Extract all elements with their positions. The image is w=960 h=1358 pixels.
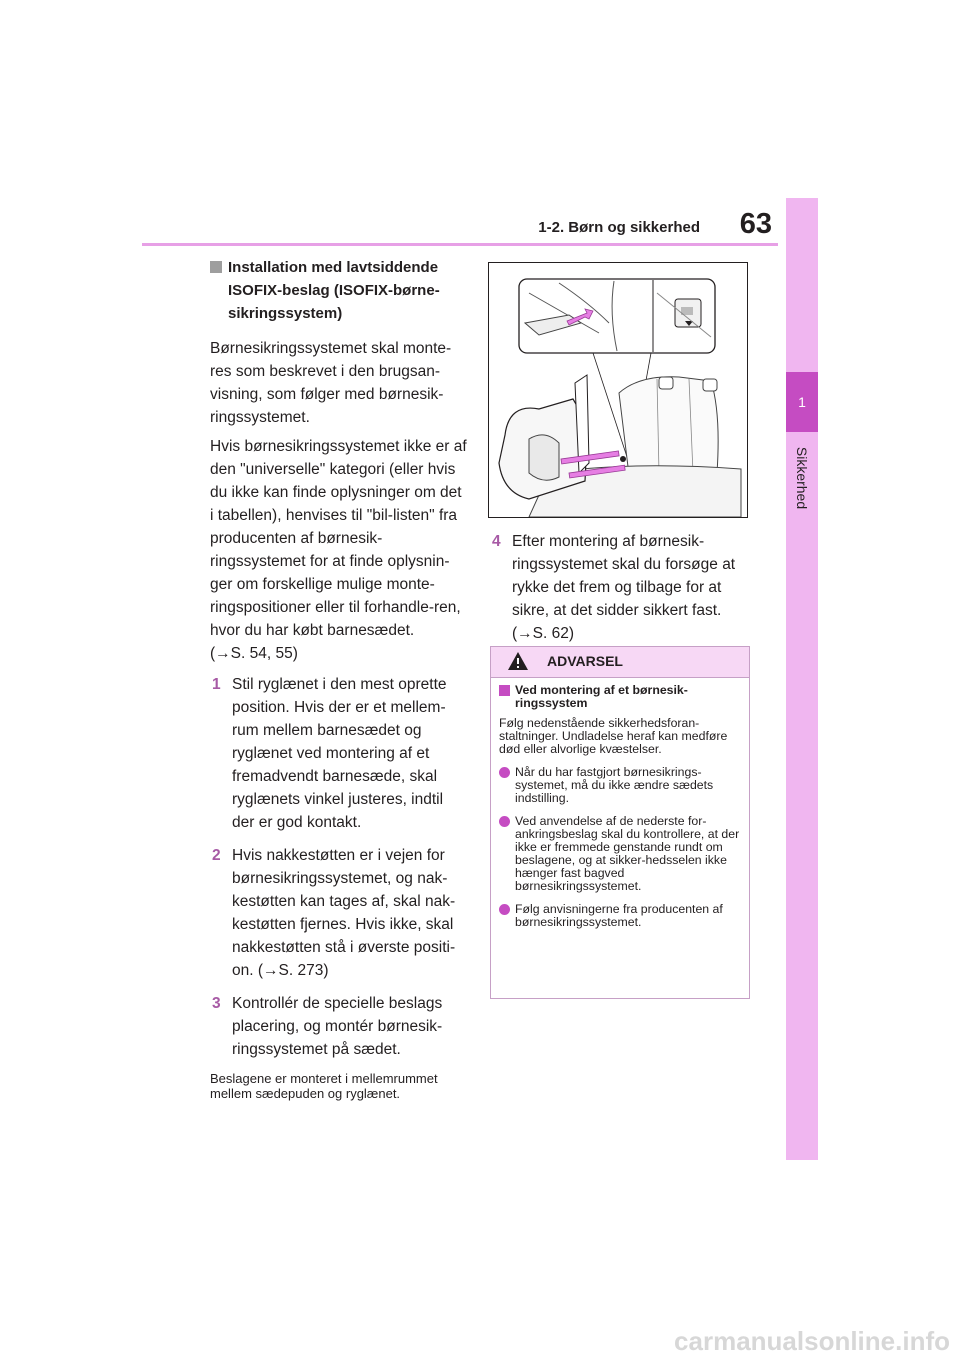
- step-2: [210, 844, 468, 982]
- warning-body: [491, 678, 749, 929]
- chapter-number-box: 1: [786, 372, 818, 432]
- step-3: [210, 992, 468, 1061]
- left-column: [210, 256, 468, 1101]
- warning-bullet: [499, 766, 741, 805]
- step-number: 2: [212, 847, 221, 864]
- warning-header: [491, 647, 749, 678]
- warning-subheading-text: Ved montering af et børnesik-ringssystem: [515, 683, 688, 710]
- step-text: Kontrollér de specielle beslags placering, og montér børnesik-ringssystemet på sædet.: [232, 995, 443, 1058]
- warning-title: ADVARSEL: [547, 653, 623, 669]
- step-number: 3: [212, 995, 221, 1012]
- round-bullet-icon: [499, 904, 510, 915]
- page-number: 63: [739, 208, 772, 240]
- step-text: Efter montering af børnesik-ringssystemet skal du forsøge at rykke det frem og tilbage for at sikre, at det sidder sikkert fast. (→S. 62): [512, 533, 736, 642]
- chapter-name-label: Sikkerhed: [794, 446, 810, 510]
- car-seat-drawing: [489, 263, 747, 517]
- step-text: Hvis nakkestøtten er i vejen for børnesikringssystemet, og nak-kestøtten kan tages af, skal nak-kestøtten fjernes. Hvis ikke, skal nakkestøtten stå i øverste positi-on. (→S. 273): [232, 847, 456, 979]
- warning-bullet-text: Følg anvisningerne fra producenten af børnesikringssystemet.: [515, 902, 723, 929]
- isofix-illustration: [488, 262, 748, 518]
- step-4-item: [490, 530, 752, 645]
- warning-bullet-text: Ved anvendelse af de nederste for-ankringsbeslag skal du kontrollere, at der ikke er fremmede genstande rundt om beslagene, og at sikker-hedsselen ikke hænger fast bagved børnesikringssystemet.: [515, 814, 740, 893]
- step-number: 4: [492, 533, 501, 550]
- warning-box: [490, 646, 750, 999]
- round-bullet-icon: [499, 767, 510, 778]
- note-text: Beslagene er monteret i mellemrummet mellem sædepuden og ryglænet.: [210, 1071, 438, 1101]
- warning-subheading: [499, 684, 741, 710]
- square-bullet-icon: [499, 685, 510, 696]
- step-4: [490, 530, 752, 645]
- square-bullet-icon: [210, 261, 222, 273]
- chapter-side-tab: [786, 198, 818, 1160]
- warning-intro: Følg nedenstående sikkerhedsforan-staltninger. Undladelse heraf kan medføre død eller alvorlige kvæstelser.: [499, 716, 728, 756]
- warning-triangle-icon: [507, 651, 529, 671]
- body-paragraph: Hvis børnesikringssystemet ikke er af den "universelle" kategori (eller hvis du ikke kan finde oplysninger om det i tabellen), henvises til "bil-listen" fra producenten af børnesik-ringssystemet for at finde oplysnin-ger om forskellige mulige monte-ringspositioner eller til forhandle-ren, hvor du har købt barnesædet.: [210, 438, 467, 639]
- intro-paragraph: Børnesikringssystemet skal monte-res som beskrevet i den brugsan-visning, som følger med børnesik-ringssystemet.: [210, 340, 452, 426]
- warning-bullet: [499, 815, 741, 893]
- chapter-name: [786, 438, 818, 518]
- step-number: 1: [212, 676, 221, 693]
- subheading: [210, 256, 468, 325]
- page-reference: (→S. 54, 55): [210, 645, 298, 662]
- round-bullet-icon: [499, 816, 510, 827]
- step-text: Stil ryglænet i den mest oprette position. Hvis der er et mellem-rum mellem barnesædet og ryglænet ved montering af et fremadvendt barnesæde, skal ryglænets vinkel justeres, indtil der er god kontakt.: [232, 676, 447, 831]
- warning-bullet-text: Når du har fastgjort børnesikrings-systemet, må du ikke ændre sædets indstilling.: [515, 765, 714, 805]
- warning-bullet: [499, 903, 741, 929]
- section-title: 1-2. Børn og sikkerhed: [538, 219, 700, 236]
- subheading-text: Installation med lavtsiddende ISOFIX-beslag (ISOFIX-børne-sikringssystem): [228, 259, 440, 322]
- header-rule: [142, 243, 778, 246]
- watermark: carmanualsonline.info: [674, 1326, 950, 1356]
- step-1: [210, 673, 468, 834]
